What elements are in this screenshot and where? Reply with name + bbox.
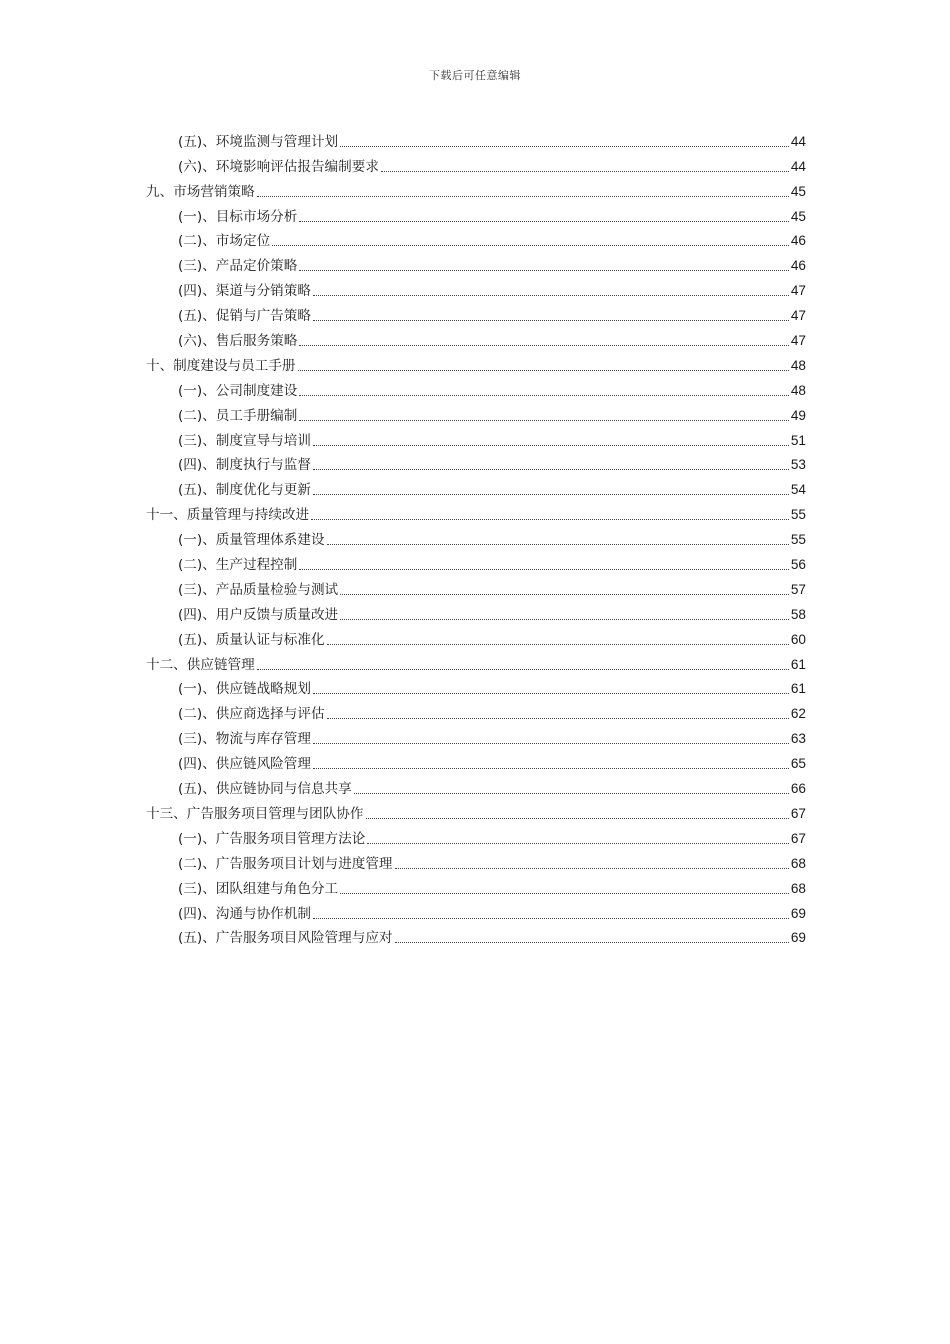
- toc-dot-leader: [327, 718, 789, 719]
- toc-entry-title: (一)、公司制度建设: [178, 382, 298, 399]
- toc-section-entry[interactable]: [146, 574, 806, 599]
- toc-page-number: 54: [790, 482, 806, 498]
- toc-dot-leader: [313, 693, 789, 694]
- toc-page-number: 51: [790, 432, 806, 448]
- toc-section-entry[interactable]: [146, 201, 806, 226]
- toc-page-number: 48: [790, 382, 806, 398]
- toc-dot-leader: [313, 494, 789, 495]
- toc-entry-title: (五)、质量认证与标准化: [178, 631, 325, 648]
- toc-page-number: 61: [790, 681, 806, 697]
- toc-dot-leader: [340, 619, 789, 620]
- toc-entry-title: (五)、供应链协同与信息共享: [178, 781, 352, 798]
- toc-page-number: 56: [790, 557, 806, 573]
- toc-dot-leader: [340, 146, 789, 147]
- toc-page-number: 46: [790, 233, 806, 249]
- toc-section-entry[interactable]: [146, 425, 806, 450]
- toc-page-number: 45: [790, 183, 806, 199]
- toc-entry-title: (二)、生产过程控制: [178, 557, 298, 574]
- toc-section-entry[interactable]: [146, 823, 806, 848]
- toc-entry-title: (一)、供应链战略规划: [178, 681, 311, 698]
- toc-page-number: 62: [790, 706, 806, 722]
- toc-section-entry[interactable]: [146, 325, 806, 350]
- toc-page-number: 45: [790, 208, 806, 224]
- toc-entry-title: 十、制度建设与员工手册: [146, 357, 296, 374]
- toc-entry-title: (三)、产品质量检验与测试: [178, 581, 339, 598]
- toc-entry-title: 九、市场营销策略: [146, 183, 255, 200]
- toc-dot-leader: [395, 868, 789, 869]
- toc-page-number: 47: [790, 308, 806, 324]
- toc-dot-leader: [257, 196, 789, 197]
- toc-section-entry[interactable]: [146, 599, 806, 624]
- toc-entry-title: 十二、供应链管理: [146, 656, 255, 673]
- toc-dot-leader: [313, 295, 789, 296]
- toc-dot-leader: [299, 395, 789, 396]
- toc-page-number: 48: [790, 357, 806, 373]
- toc-section-entry[interactable]: [146, 723, 806, 748]
- toc-entry-title: (一)、广告服务项目管理方法论: [178, 830, 366, 847]
- toc-section-entry[interactable]: [146, 748, 806, 773]
- toc-section-entry[interactable]: [146, 848, 806, 873]
- toc-entry-title: (五)、制度优化与更新: [178, 482, 311, 499]
- toc-page-number: 44: [790, 158, 806, 174]
- toc-section-entry[interactable]: [146, 524, 806, 549]
- toc-entry-title: (四)、制度执行与监督: [178, 457, 311, 474]
- toc-entry-title: (三)、制度宣导与培训: [178, 432, 311, 449]
- toc-section-entry[interactable]: [146, 450, 806, 475]
- toc-entry-title: (一)、目标市场分析: [178, 208, 298, 225]
- toc-section-entry[interactable]: [146, 151, 806, 176]
- toc-chapter-entry[interactable]: [146, 649, 806, 674]
- toc-entry-title: (五)、促销与广告策略: [178, 308, 311, 325]
- toc-entry-title: (三)、产品定价策略: [178, 258, 298, 275]
- toc-entry-title: (四)、渠道与分销策略: [178, 283, 311, 300]
- toc-dot-leader: [395, 942, 789, 943]
- toc-dot-leader: [272, 245, 789, 246]
- toc-dot-leader: [327, 544, 789, 545]
- toc-section-entry[interactable]: [146, 873, 806, 898]
- toc-section-entry[interactable]: [146, 698, 806, 723]
- toc-dot-leader: [381, 171, 789, 172]
- toc-entry-title: (二)、供应商选择与评估: [178, 706, 325, 723]
- toc-entry-title: (三)、团队组建与角色分工: [178, 880, 339, 897]
- toc-entry-title: (二)、广告服务项目计划与进度管理: [178, 855, 393, 872]
- toc-entry-title: (四)、用户反馈与质量改进: [178, 606, 339, 623]
- toc-entry-title: 十一、质量管理与持续改进: [146, 507, 310, 524]
- toc-dot-leader: [299, 270, 789, 271]
- toc-dot-leader: [340, 594, 789, 595]
- toc-entry-title: (六)、售后服务策略: [178, 333, 298, 350]
- toc-section-entry[interactable]: [146, 126, 806, 151]
- toc-page-number: 55: [790, 532, 806, 548]
- toc-dot-leader: [367, 843, 789, 844]
- toc-section-entry[interactable]: [146, 474, 806, 499]
- toc-dot-leader: [354, 793, 789, 794]
- toc-page-number: 44: [790, 133, 806, 149]
- toc-page-number: 67: [790, 830, 806, 846]
- toc-dot-leader: [313, 469, 789, 470]
- toc-dot-leader: [313, 918, 789, 919]
- toc-section-entry[interactable]: [146, 250, 806, 275]
- toc-entry-title: (五)、环境监测与管理计划: [178, 133, 339, 150]
- toc-dot-leader: [313, 320, 789, 321]
- toc-page-number: 66: [790, 781, 806, 797]
- toc-entry-title: (二)、市场定位: [178, 233, 271, 250]
- toc-chapter-entry[interactable]: [146, 499, 806, 524]
- toc-entry-title: (二)、员工手册编制: [178, 407, 298, 424]
- toc-section-entry[interactable]: [146, 375, 806, 400]
- toc-dot-leader: [299, 221, 789, 222]
- toc-chapter-entry[interactable]: [146, 176, 806, 201]
- toc-dot-leader: [313, 445, 789, 446]
- toc-dot-leader: [257, 669, 789, 670]
- toc-page-number: 65: [790, 756, 806, 772]
- toc-section-entry[interactable]: [146, 275, 806, 300]
- toc-entry-title: (六)、环境影响评估报告编制要求: [178, 158, 379, 175]
- toc-dot-leader: [313, 743, 789, 744]
- toc-dot-leader: [327, 644, 789, 645]
- toc-page-number: 55: [790, 507, 806, 523]
- toc-page-number: 49: [790, 407, 806, 423]
- toc-entry-title: (四)、沟通与协作机制: [178, 905, 311, 922]
- toc-dot-leader: [313, 768, 789, 769]
- toc-dot-leader: [366, 818, 789, 819]
- toc-page-number: 68: [790, 880, 806, 896]
- toc-page-number: 67: [790, 805, 806, 821]
- toc-dot-leader: [340, 893, 789, 894]
- toc-page-number: 68: [790, 855, 806, 871]
- toc-page-number: 69: [790, 930, 806, 946]
- toc-entry-title: (五)、广告服务项目风险管理与应对: [178, 930, 393, 947]
- toc-page-number: 47: [790, 283, 806, 299]
- toc-page-number: 58: [790, 606, 806, 622]
- toc-section-entry[interactable]: [146, 300, 806, 325]
- toc-dot-leader: [311, 519, 789, 520]
- toc-section-entry[interactable]: [146, 400, 806, 425]
- toc-section-entry[interactable]: [146, 773, 806, 798]
- toc-dot-leader: [298, 370, 789, 371]
- page-header-note: 下载后可任意编辑: [429, 69, 521, 82]
- toc-entry-title: (四)、供应链风险管理: [178, 756, 311, 773]
- toc-dot-leader: [299, 420, 789, 421]
- toc-page-number: 47: [790, 333, 806, 349]
- toc-section-entry[interactable]: [146, 624, 806, 649]
- toc-entry-title: (一)、质量管理体系建设: [178, 532, 325, 549]
- table-of-contents: [146, 126, 806, 947]
- toc-section-entry[interactable]: [146, 674, 806, 699]
- toc-page-number: 60: [790, 631, 806, 647]
- toc-chapter-entry[interactable]: [146, 350, 806, 375]
- toc-page-number: 61: [790, 656, 806, 672]
- toc-page-number: 63: [790, 731, 806, 747]
- toc-page-number: 69: [790, 905, 806, 921]
- toc-page-number: 46: [790, 258, 806, 274]
- toc-dot-leader: [299, 345, 789, 346]
- toc-chapter-entry[interactable]: [146, 798, 806, 823]
- toc-section-entry[interactable]: [146, 923, 806, 948]
- toc-entry-title: 十三、广告服务项目管理与团队协作: [146, 805, 364, 822]
- toc-section-entry[interactable]: [146, 898, 806, 923]
- toc-section-entry[interactable]: [146, 226, 806, 251]
- toc-dot-leader: [299, 569, 789, 570]
- toc-section-entry[interactable]: [146, 549, 806, 574]
- toc-page-number: 57: [790, 581, 806, 597]
- toc-entry-title: (三)、物流与库存管理: [178, 731, 311, 748]
- toc-page-number: 53: [790, 457, 806, 473]
